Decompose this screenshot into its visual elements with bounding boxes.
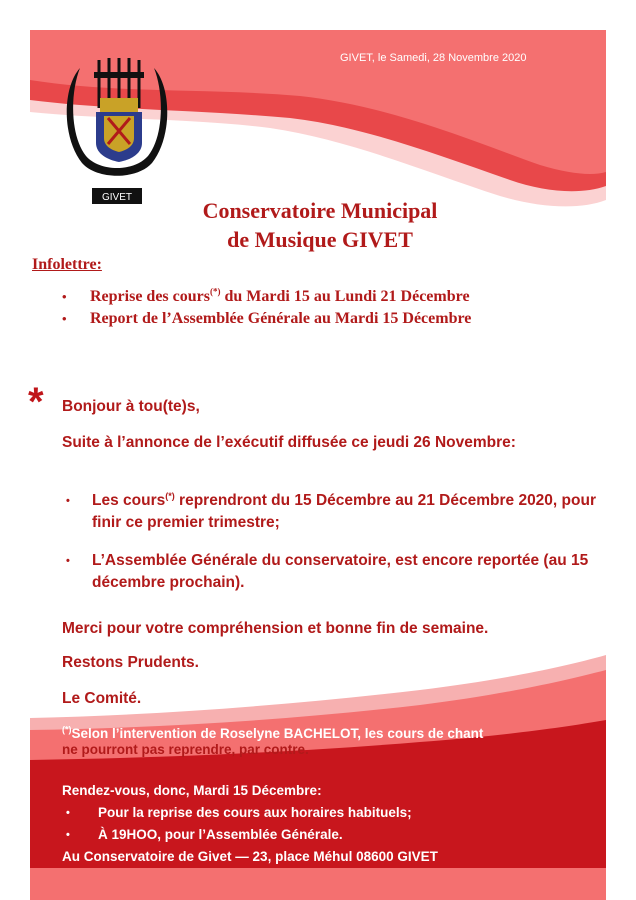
list-item: • Les cours(*) reprendront du 15 Décembre au 21 Décembre 2020, pour finir ce premier trimestre; — [66, 490, 596, 531]
signature: Le Comité. — [62, 690, 142, 707]
message-list — [62, 490, 602, 610]
footer-address: Au Conservatoire de Givet — 23, place Méhul 08600 GIVET — [62, 849, 438, 864]
intro-text: Suite à l’annonce de l’exécutif diffusée ce jeudi 26 Novembre: — [62, 434, 516, 451]
title-line-2: de Musique GIVET — [227, 227, 413, 252]
list-item: • Reprise des cours(*) du Mardi 15 au Lundi 21 Décembre — [62, 286, 470, 305]
conservatoire-logo — [52, 48, 182, 208]
list-item: • Report de l’Assemblée Générale au Mardi 15 Décembre — [62, 310, 472, 327]
list-item: • À 19HOO, pour l’Assemblée Générale. — [66, 827, 343, 842]
thanks-text: Merci pour votre compréhension et bonne fin de semaine. — [62, 620, 489, 637]
list-item: • L’Assemblée Générale du conservatoire, est encore reportée (au 15 décembre prochain). — [66, 552, 589, 591]
title-line-1: Conservatoire Municipal — [202, 198, 438, 223]
prudent-text: Restons Prudents. — [62, 654, 199, 671]
list-item: • Pour la reprise des cours aux horaires habituels; — [66, 805, 412, 820]
page-title — [120, 196, 520, 254]
footer-intro: Rendez-vous, donc, Mardi 15 Décembre: — [62, 783, 322, 798]
infolettre-list — [62, 286, 471, 330]
infolettre-heading: Infolettre: — [32, 256, 102, 273]
footer-list — [62, 802, 622, 846]
date-line: GIVET, le Samedi, 28 Novembre 2020 — [340, 52, 527, 64]
greeting: Bonjour à tou(te)s, — [62, 398, 200, 415]
asterisk-icon: * — [28, 380, 44, 424]
logo-city-text: GIVET — [101, 192, 133, 203]
footnote: (*)Selon l’intervention de Roselyne BACHELOT, les cours de chant ne pourront pas reprendre, par contre. — [62, 724, 484, 757]
footer — [62, 780, 622, 868]
